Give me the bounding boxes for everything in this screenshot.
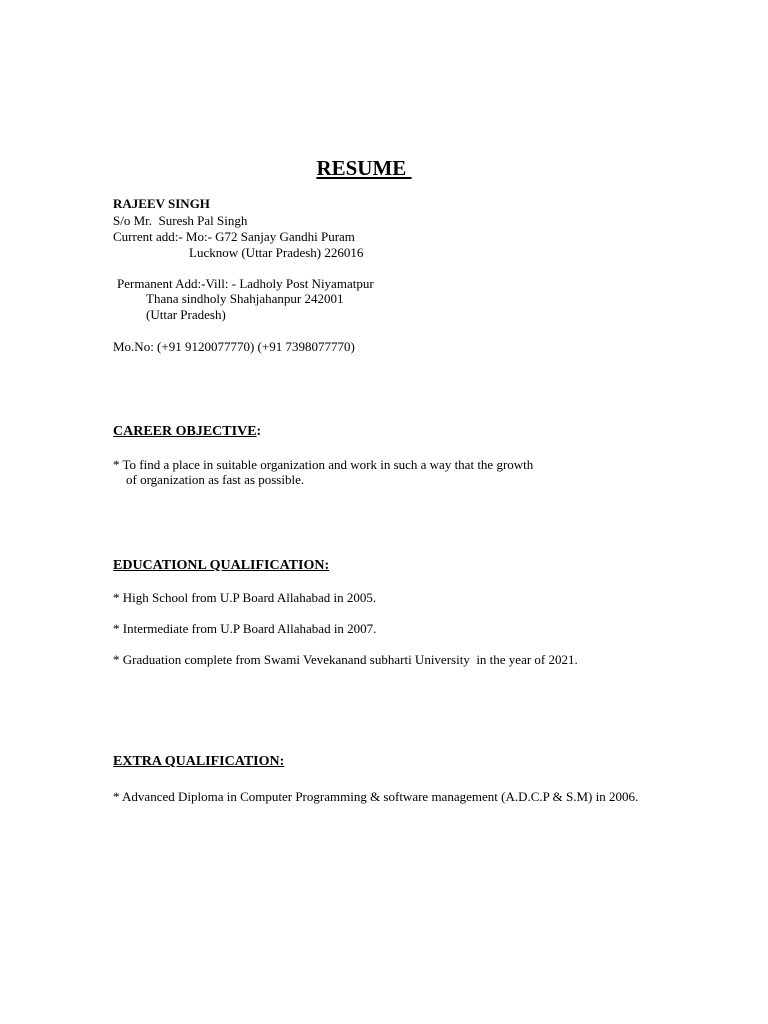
- father-name: S/o Mr. Suresh Pal Singh: [113, 213, 248, 228]
- extra-qualification-heading: EXTRA QUALIFICATION:: [113, 754, 285, 769]
- education-heading: EDUCATIONL QUALIFICATION:: [113, 558, 330, 573]
- page-title: RESUME: [316, 156, 412, 180]
- career-objective-heading-colon: :: [256, 424, 262, 439]
- extra-qualification-item: * Advanced Diploma in Computer Programming & software management (A.D.C.P & S.M) in 2006.: [113, 789, 639, 804]
- career-objective-heading: [113, 423, 261, 441]
- current-address-line-2: Lucknow (Uttar Pradesh) 226016: [189, 245, 364, 260]
- permanent-address-line-3: (Uttar Pradesh): [146, 307, 226, 322]
- candidate-name: RAJEEV SINGH: [113, 196, 210, 211]
- permanent-address-line-2: Thana sindholy Shahjahanpur 242001: [146, 291, 344, 306]
- permanent-address-line-1: Permanent Add:-Vill: - Ladholy Post Niyamatpur: [117, 276, 374, 291]
- career-objective-line-1: * To find a place in suitable organization and work in such a way that the growth: [113, 457, 534, 472]
- current-address-line-1: Current add:- Mo:- G72 Sanjay Gandhi Puram: [113, 229, 355, 244]
- mobile-number: Mo.No: (+91 9120077770) (+91 7398077770): [113, 339, 355, 354]
- career-objective-heading-text: CAREER OBJECTIVE: [113, 424, 257, 439]
- education-item: * High School from U.P Board Allahabad in 2005.: [113, 590, 377, 605]
- education-item: * Graduation complete from Swami Vevekanand subharti University in the year of 2021.: [113, 652, 578, 667]
- education-item: * Intermediate from U.P Board Allahabad in 2007.: [113, 621, 377, 636]
- career-objective-line-2: of organization as fast as possible.: [126, 472, 305, 487]
